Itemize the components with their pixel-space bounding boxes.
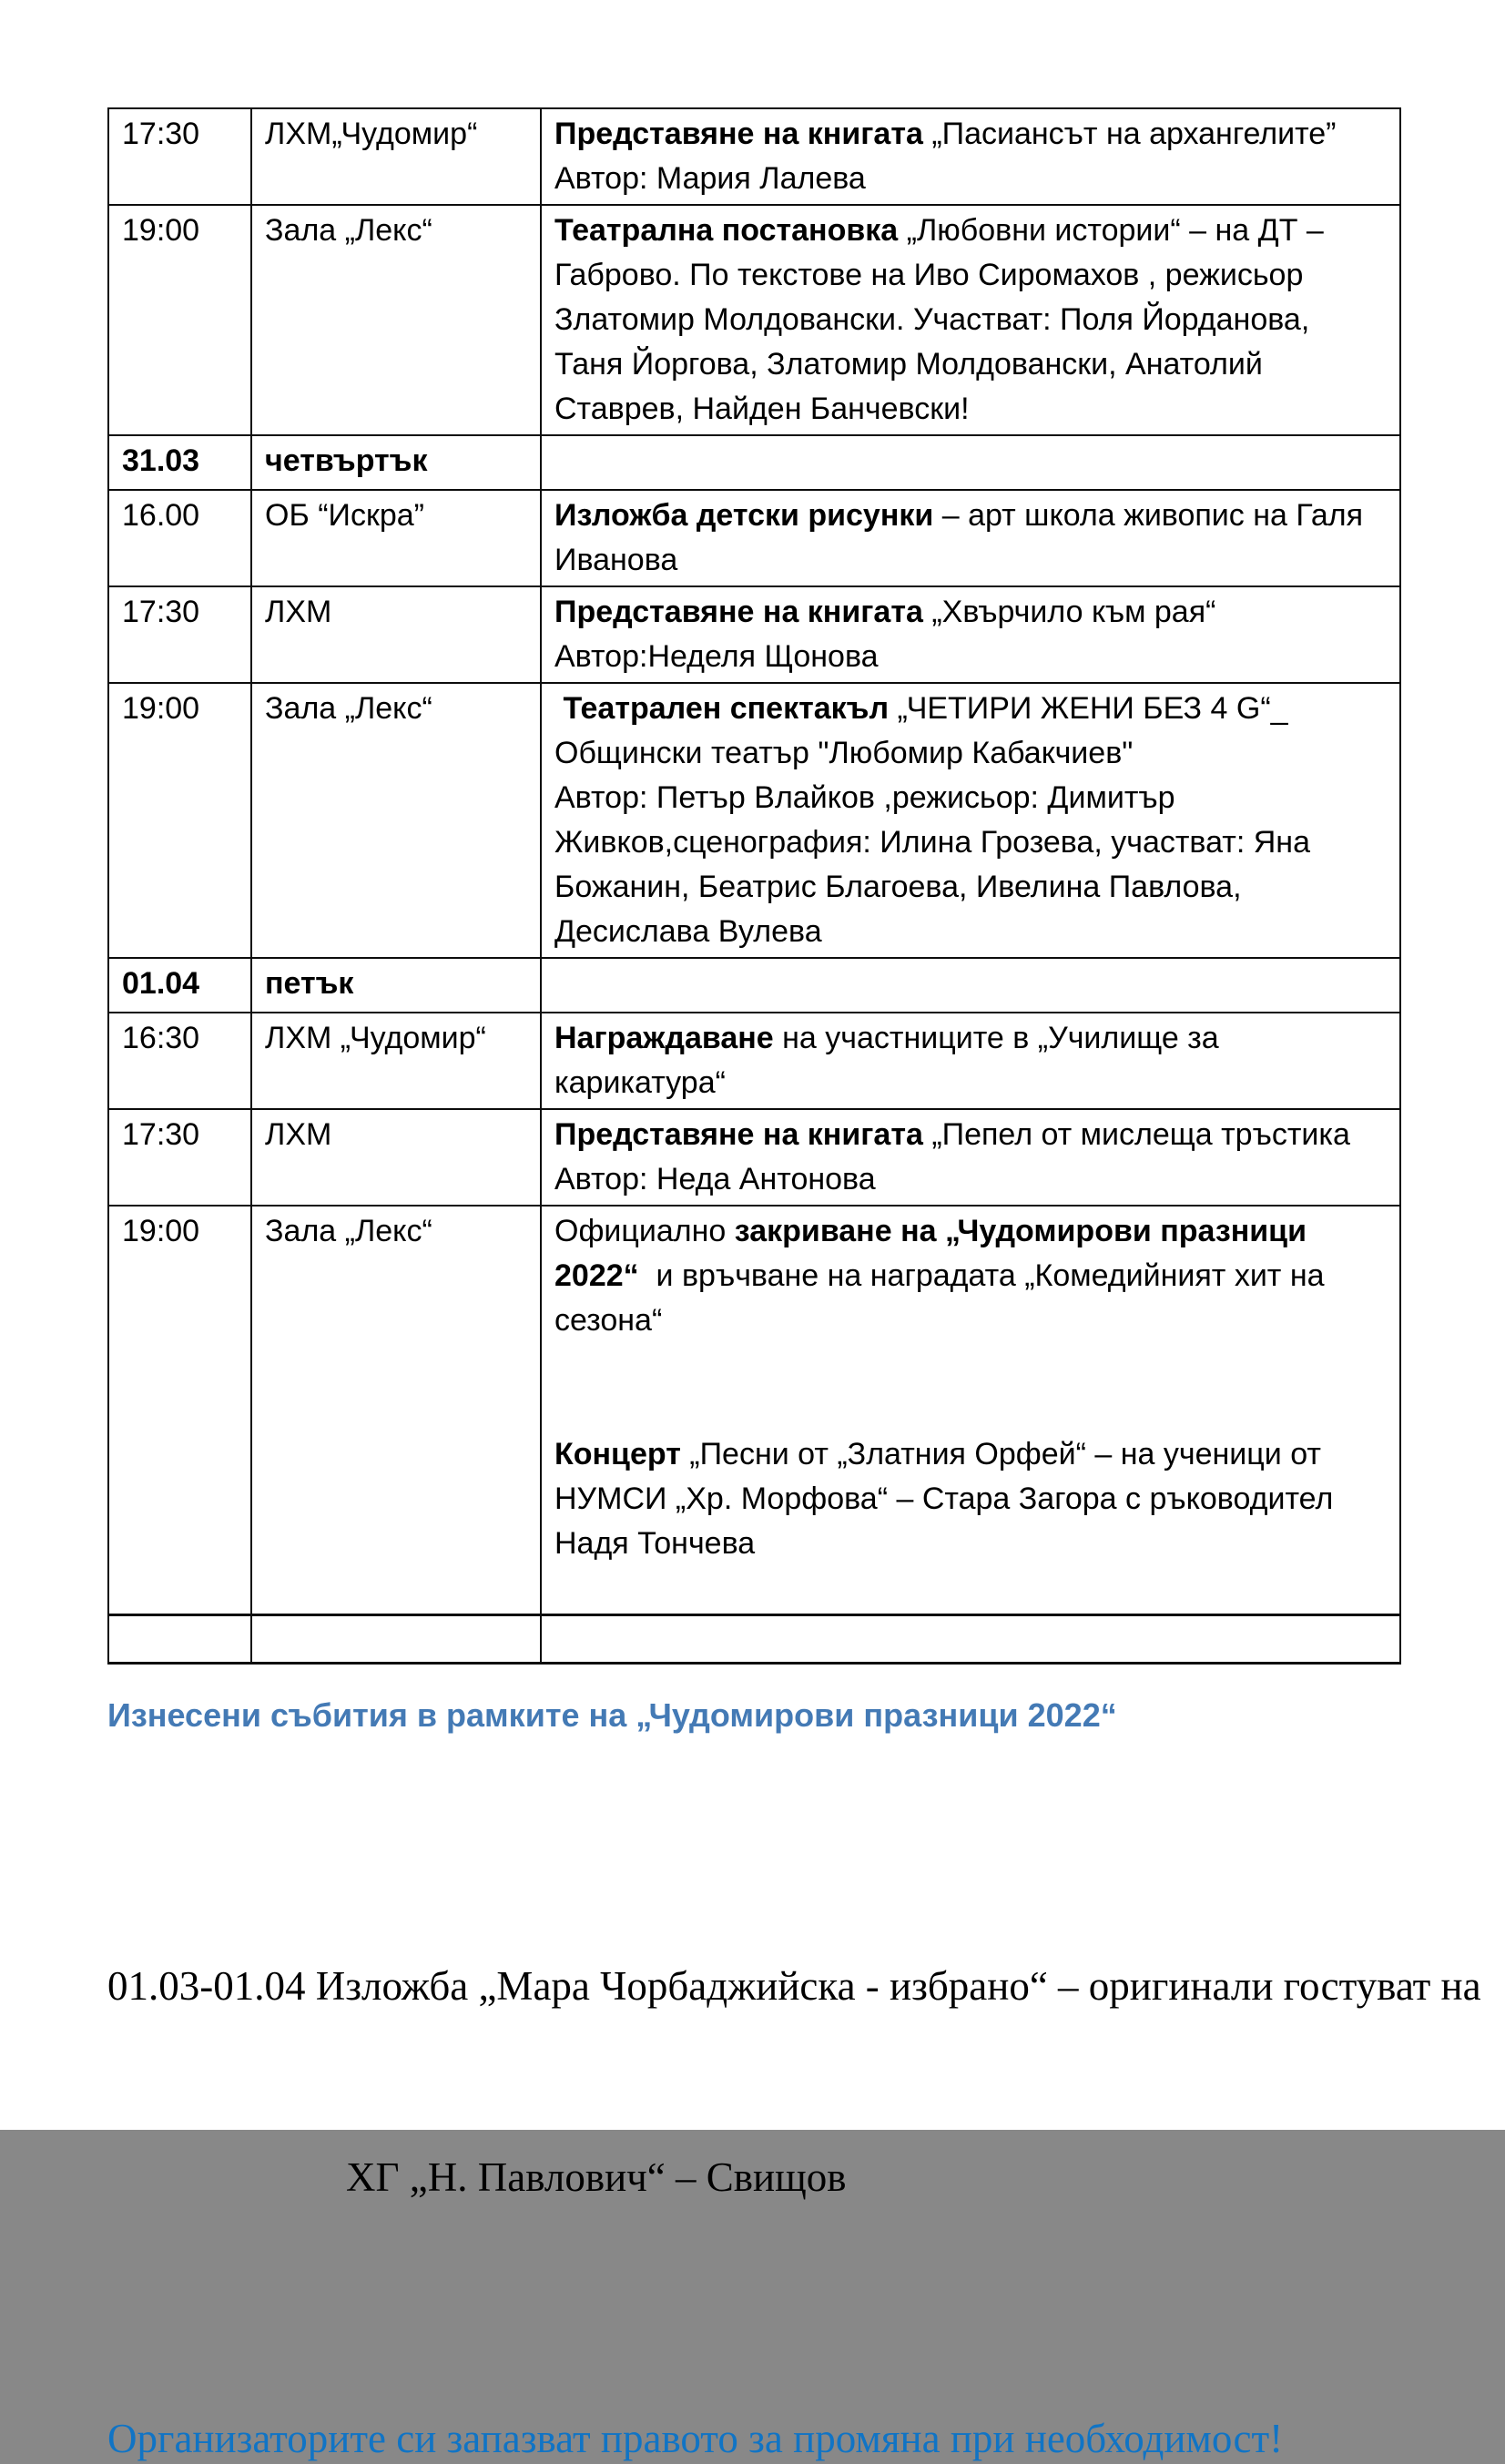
time-cell: 16:30	[108, 1013, 251, 1109]
description-cell	[541, 1206, 1400, 1615]
exhibition-line-2: ХГ „Н. Павлович“ – Свищов	[346, 2154, 847, 2200]
weekday-cell: петък	[251, 958, 541, 1013]
venue-cell: Зала „Лекс“	[251, 683, 541, 958]
event-row	[108, 1013, 1400, 1109]
event-row	[108, 683, 1400, 958]
description-cell	[541, 435, 1400, 490]
description-line: 2022“ и връчване на наградата „Комедийният хит на	[554, 1258, 1325, 1293]
description-line: Таня Йоргова, Златомир Молдовански, Анатолий	[554, 347, 1263, 382]
event-row	[108, 205, 1400, 435]
description-cell	[541, 205, 1400, 435]
schedule-table	[107, 107, 1401, 1665]
time-cell: 17:30	[108, 1109, 251, 1206]
description-line: Автор:Неделя Щонова	[554, 639, 879, 674]
event-row	[108, 108, 1400, 205]
description-line: карикатура“	[554, 1065, 726, 1100]
description-line	[554, 1343, 1390, 1388]
venue-cell: Зала „Лекс“	[251, 1206, 541, 1615]
description-line: Представяне на книгата „Пепел от мислеща тръстика	[554, 1117, 1350, 1152]
description-line: Габрово. По текстове на Иво Сиромахов , режисьор	[554, 258, 1304, 292]
description-line: Изложба детски рисунки – арт школа живопис на Галя	[554, 498, 1364, 533]
exhibition-paragraph	[107, 1827, 1481, 2337]
description-line: Награждаване на участниците в „Училище за	[554, 1021, 1219, 1055]
description-line: Десислава Вулева	[554, 914, 822, 949]
description-cell	[541, 1013, 1400, 1109]
description-line: Живков,сценография: Илина Грозева, участват: Яна	[554, 825, 1310, 860]
date-cell: 31.03	[108, 435, 251, 490]
venue-cell	[251, 1615, 541, 1664]
description-line: Ставрев, Найден Банчевски!	[554, 392, 970, 426]
empty-row	[108, 1615, 1400, 1664]
description-line: Театрален спектакъл „ЧЕТИРИ ЖЕНИ БЕЗ 4 G“_	[554, 691, 1288, 726]
description-line: Надя Тончева	[554, 1526, 756, 1561]
description-line	[554, 1566, 1390, 1611]
description-cell	[541, 1109, 1400, 1206]
description-line: Представяне на книгата „Хвърчило към рая“	[554, 595, 1216, 629]
description-cell	[541, 683, 1400, 958]
date-row	[108, 435, 1400, 490]
time-cell: 19:00	[108, 205, 251, 435]
time-cell: 17:30	[108, 108, 251, 205]
description-line: НУМСИ „Хр. Морфова“ – Стара Загора с ръководител	[554, 1481, 1334, 1516]
event-row	[108, 1206, 1400, 1615]
description-cell	[541, 1615, 1400, 1664]
weekday-cell: четвъртък	[251, 435, 541, 490]
event-row	[108, 1109, 1400, 1206]
time-cell: 19:00	[108, 1206, 251, 1615]
description-line: Общински театър "Любомир Кабакчиев"	[554, 736, 1134, 770]
description-line: Автор: Мария Лалева	[554, 161, 866, 196]
description-line: Божанин, Беатрис Благоева, Ивелина Павлова,	[554, 870, 1242, 904]
event-row	[108, 490, 1400, 586]
description-line: Представяне на книгата „Пасиансът на архангелите”	[554, 117, 1337, 151]
venue-cell: ЛХМ„Чудомир“	[251, 108, 541, 205]
description-line: Официално закриване на „Чудомирови празници	[554, 1214, 1307, 1248]
time-cell	[108, 1615, 251, 1664]
description-cell	[541, 586, 1400, 683]
time-cell: 19:00	[108, 683, 251, 958]
description-line: Автор: Петър Влайков ,режисьор: Димитър	[554, 780, 1175, 815]
date-cell: 01.04	[108, 958, 251, 1013]
description-cell	[541, 958, 1400, 1013]
time-cell: 17:30	[108, 586, 251, 683]
event-row	[108, 586, 1400, 683]
description-line	[554, 1388, 1390, 1432]
description-line: Златомир Молдовански. Участват: Поля Йорданова,	[554, 302, 1310, 337]
description-cell	[541, 108, 1400, 205]
description-line: Концерт „Песни от „Златния Орфей“ – на ученици от	[554, 1437, 1321, 1471]
venue-cell: ЛХМ	[251, 586, 541, 683]
description-line: Иванова	[554, 543, 678, 577]
change-notice: Организаторите си запазват правото за промяна при необходимост!	[107, 2416, 1284, 2461]
date-row	[108, 958, 1400, 1013]
exhibition-line-1: 01.03-01.04 Изложба „Мара Чорбаджийска - избрано“ – оригинали гостуват на	[107, 1963, 1481, 2009]
venue-cell: Зала „Лекс“	[251, 205, 541, 435]
venue-cell: ЛХМ „Чудомир“	[251, 1013, 541, 1109]
description-line: сезона“	[554, 1303, 663, 1338]
description-cell	[541, 490, 1400, 586]
description-line: Театрална постановка „Любовни истории“ – на ДТ –	[554, 213, 1324, 248]
outside-events-heading: Изнесени събития в рамките на „Чудомирови празници 2022“	[107, 1696, 1117, 1734]
description-line: Автор: Неда Антонова	[554, 1162, 876, 1196]
time-cell: 16.00	[108, 490, 251, 586]
venue-cell: ОБ “Искра”	[251, 490, 541, 586]
venue-cell: ЛХМ	[251, 1109, 541, 1206]
